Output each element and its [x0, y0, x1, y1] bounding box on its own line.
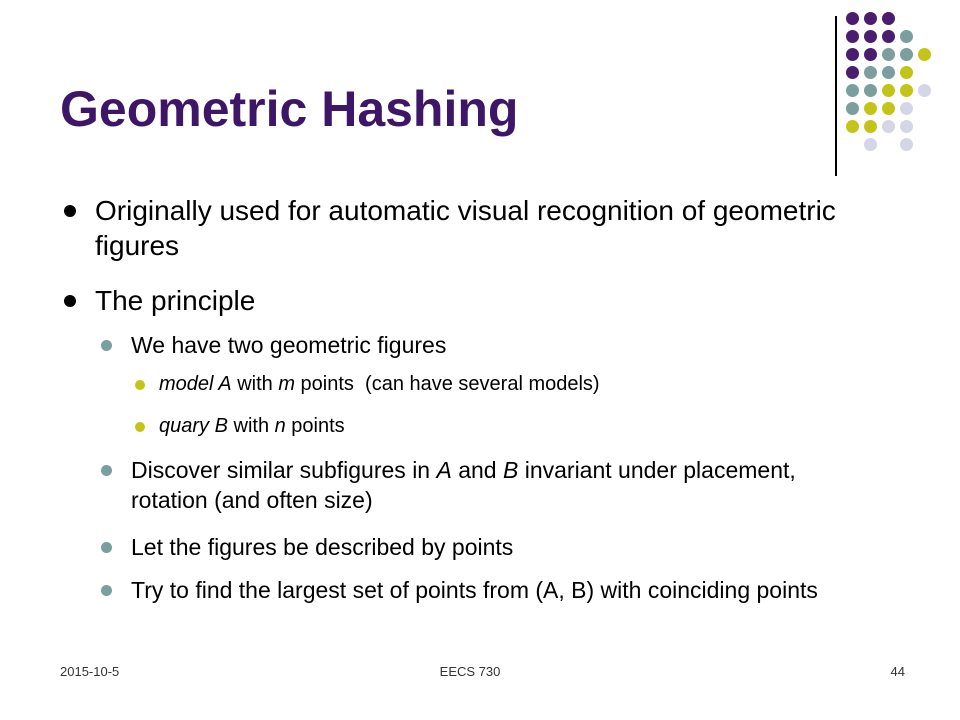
- footer-course: EECS 730: [439, 664, 501, 679]
- figure-b: B: [502, 457, 519, 483]
- variable-n: n: [274, 415, 286, 437]
- bullet-text: and: [451, 457, 503, 483]
- bullet-described-by-points: [131, 532, 851, 562]
- bullet-text: Let the figures be described by points: [131, 534, 514, 560]
- model-name: model A: [159, 373, 232, 395]
- bullet-text: Discover similar subfigures in: [131, 457, 437, 483]
- bullet-marker: [135, 380, 145, 390]
- bullet-model-a: [159, 372, 859, 397]
- footer-page-number: 44: [890, 664, 905, 679]
- variable-m: m: [278, 373, 295, 395]
- bullet-text: Try to find the largest set of points from (A, B) with coinciding points: [131, 577, 818, 603]
- bullet-two-figures: [131, 330, 851, 360]
- bullet-marker: [64, 205, 76, 217]
- footer-date: 2015-10-5: [60, 664, 120, 679]
- bullet-text: invariant under placement, rotation (and often size): [131, 457, 803, 514]
- bullet-original-use: [95, 193, 865, 263]
- bullet-largest-set: [131, 575, 851, 605]
- bullet-text: with: [227, 415, 275, 437]
- bullet-principle: [95, 283, 865, 318]
- bullet-marker: [101, 465, 112, 476]
- query-name: quary B: [159, 415, 228, 437]
- bullet-text: points: [285, 415, 345, 437]
- bullet-discover-subfigures: [131, 455, 851, 516]
- slide-title: Geometric Hashing: [60, 81, 519, 137]
- bullet-text: points (can have several models): [295, 373, 600, 395]
- bullet-text: The principle: [95, 285, 256, 316]
- bullet-marker: [101, 585, 112, 596]
- bullet-text: We have two geometric figures: [131, 332, 447, 358]
- bullet-marker: [64, 295, 76, 307]
- bullet-text: Originally used for automatic visual recognition of geometric figures: [95, 195, 836, 261]
- bullet-marker: [101, 340, 112, 351]
- bullet-query-b: [159, 414, 859, 439]
- bullet-text: with: [231, 373, 279, 395]
- figure-a: A: [436, 457, 452, 483]
- bullet-marker: [135, 422, 145, 432]
- bullet-marker: [101, 542, 112, 553]
